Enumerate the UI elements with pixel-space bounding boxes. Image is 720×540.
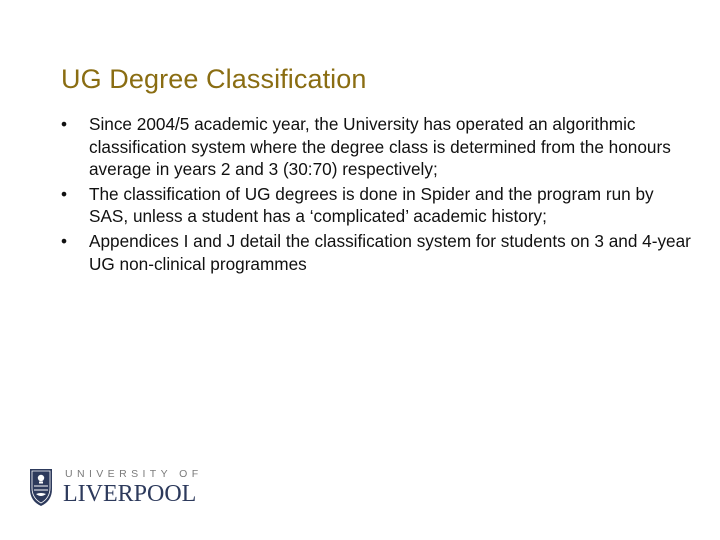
bullet-marker: • xyxy=(61,230,68,251)
bullet-list xyxy=(61,113,691,277)
shield-crest-icon xyxy=(29,467,53,507)
bullet-item xyxy=(61,230,691,275)
bullet-item xyxy=(61,183,691,228)
bullet-marker: • xyxy=(61,183,68,204)
university-logo xyxy=(29,467,203,511)
bullet-text: The classification of UG degrees is done in Spider and the program run by SAS, unless a student has a ‘complicated’ academic history; xyxy=(89,183,654,227)
bullet-marker: • xyxy=(61,114,68,134)
slide-title: UG Degree Classification xyxy=(61,64,367,94)
bullet-text: Appendices I and J detail the classification system for students on 3 and 4-year UG non-clinical programmes xyxy=(89,230,691,274)
logo-university-of: UNIVERSITY OF xyxy=(65,468,203,480)
bullet-item xyxy=(61,113,691,181)
bullet-text: Since 2004/5 academic year, the University has operated an algorithmic classification system where the degree class is determined from the honours average in years 2 and 3 (30:70) respectively; xyxy=(89,114,671,180)
logo-liverpool: LIVERPOOL xyxy=(63,481,197,507)
